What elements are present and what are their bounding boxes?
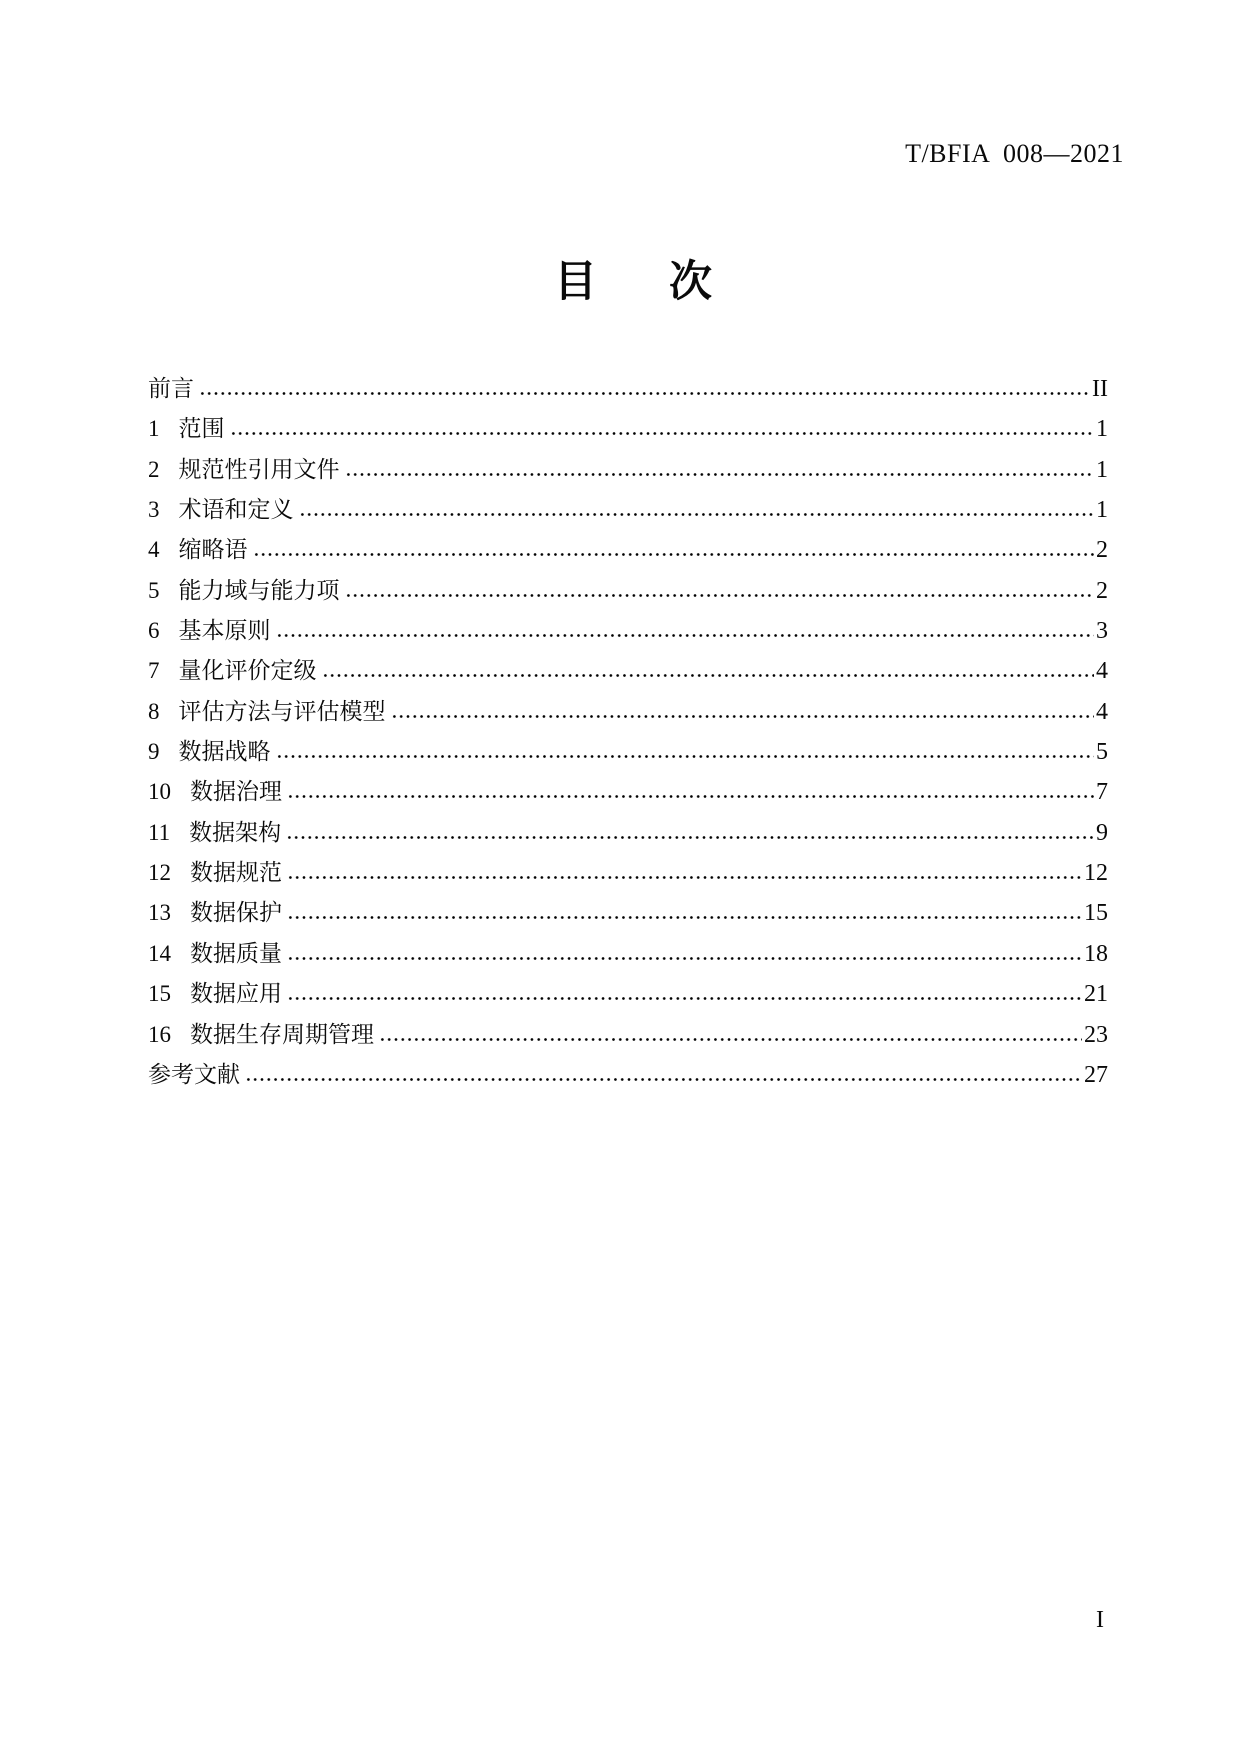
toc-entry-page: 4	[1096, 698, 1108, 725]
toc-entry-title: 缩略语	[178, 537, 248, 563]
toc-entry-title: 前言	[148, 376, 194, 401]
toc-entry-title: 数据应用	[190, 981, 282, 1007]
dot-leader	[287, 996, 1082, 1001]
toc-row	[148, 853, 1108, 893]
toc-entry-title: 范围	[178, 416, 225, 442]
footer-page-number: I	[1096, 1607, 1104, 1633]
toc-entry-number: 14	[148, 940, 171, 966]
toc-entry-page: 5	[1096, 739, 1108, 766]
toc-entry-page: 1	[1096, 416, 1108, 443]
toc-entry-page: 21	[1084, 981, 1108, 1008]
dot-leader	[199, 391, 1090, 396]
dot-leader	[276, 633, 1095, 638]
page-title-char-1: 目	[554, 259, 597, 306]
toc-entry-page: II	[1092, 376, 1108, 402]
toc-row	[148, 490, 1108, 530]
toc-entry-number: 11	[148, 819, 171, 845]
toc-row	[148, 692, 1108, 732]
toc-row	[148, 450, 1108, 490]
toc-entry-page: 15	[1084, 900, 1108, 927]
toc-entry-title: 基本原则	[178, 618, 271, 644]
toc-entry-number: 4	[148, 537, 160, 563]
toc-entry-title: 数据治理	[190, 779, 282, 805]
toc-entry-number: 16	[148, 1021, 171, 1047]
toc-entry-page: 18	[1084, 940, 1108, 967]
toc-entry-title: 数据生存周期管理	[190, 1021, 374, 1047]
dot-leader	[287, 956, 1082, 961]
toc-row	[148, 611, 1108, 651]
toc-entry-title: 数据保护	[190, 900, 282, 926]
toc-entry-page: 2	[1096, 577, 1108, 604]
toc-entry-number: 9	[148, 739, 160, 765]
toc-entry-title: 数据架构	[189, 819, 282, 845]
toc-row	[148, 1015, 1108, 1055]
dot-leader	[322, 673, 1095, 678]
toc-entry-page: 1	[1096, 456, 1108, 483]
toc-entry-page: 7	[1096, 779, 1108, 806]
toc-entry-page: 1	[1096, 497, 1108, 524]
toc-entry-page: 3	[1096, 618, 1108, 645]
toc-row	[148, 893, 1108, 933]
dot-leader	[287, 794, 1094, 799]
toc-entry-number: 5	[148, 577, 160, 603]
dot-leader	[391, 714, 1095, 719]
toc-entry-number: 1	[148, 416, 160, 442]
toc-entry-page: 9	[1096, 819, 1108, 846]
toc-entry-page: 2	[1096, 537, 1108, 564]
dot-leader	[345, 593, 1095, 598]
dot-leader	[230, 431, 1095, 436]
toc-entry-title: 量化评价定级	[178, 658, 317, 684]
dot-leader	[299, 512, 1095, 517]
toc-entry-title: 术语和定义	[178, 497, 294, 523]
toc-entry-number: 3	[148, 497, 160, 523]
toc-row	[148, 732, 1108, 772]
toc-entry-title: 数据战略	[178, 739, 271, 765]
toc-row	[148, 813, 1108, 853]
toc-row	[148, 1055, 1108, 1095]
toc-row	[148, 571, 1108, 611]
toc-entry-title: 评估方法与评估模型	[178, 698, 386, 724]
page-title-char-2: 次	[669, 259, 712, 306]
toc-row	[148, 934, 1108, 974]
toc-entry-number: 13	[148, 900, 171, 926]
toc-entry-title: 参考文献	[148, 1061, 240, 1087]
toc-entry-number: 8	[148, 698, 160, 724]
dot-leader	[287, 875, 1082, 880]
toc-entry-title: 数据规范	[190, 860, 282, 886]
toc-row	[148, 772, 1108, 812]
toc-entry-page: 12	[1084, 860, 1108, 887]
toc-row	[148, 409, 1108, 449]
toc-entry-number: 12	[148, 860, 171, 886]
toc-row	[148, 369, 1108, 409]
toc-entry-title: 规范性引用文件	[178, 456, 340, 482]
dot-leader	[245, 1077, 1082, 1082]
toc-entry-title: 数据质量	[190, 940, 282, 966]
dot-leader	[276, 754, 1095, 759]
dot-leader	[345, 472, 1095, 477]
dot-leader	[287, 915, 1082, 920]
toc-row	[148, 974, 1108, 1014]
toc-entry-number: 7	[148, 658, 160, 684]
toc-entry-page: 23	[1084, 1021, 1108, 1048]
toc-entry-number: 6	[148, 618, 160, 644]
toc-entry-number: 2	[148, 456, 160, 482]
toc-entry-page: 27	[1084, 1061, 1108, 1088]
dot-leader	[286, 835, 1094, 840]
page-title	[13, 261, 1240, 304]
toc-row	[148, 530, 1108, 570]
toc-entry-number: 10	[148, 779, 171, 805]
toc-entry-number: 15	[148, 981, 171, 1007]
toc-entry-page: 4	[1096, 658, 1108, 685]
dot-leader	[253, 552, 1095, 557]
toc-list	[148, 369, 1108, 1095]
standard-number-header: T/BFIA 008—2021	[905, 139, 1124, 168]
toc-row	[148, 651, 1108, 691]
toc-entry-title: 能力域与能力项	[178, 577, 340, 603]
dot-leader	[379, 1037, 1082, 1042]
